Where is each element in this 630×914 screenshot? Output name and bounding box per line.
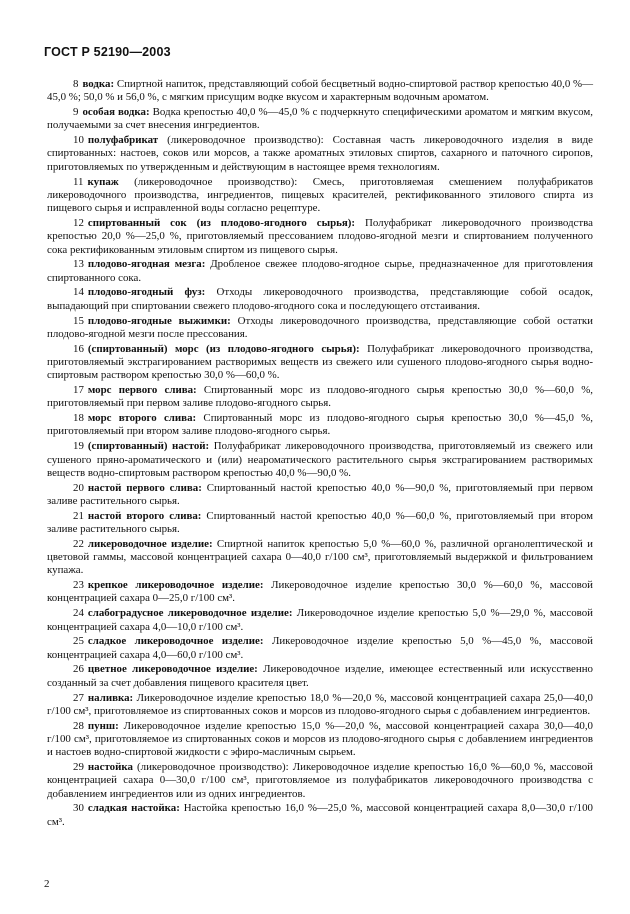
term-entry	[47, 663, 593, 690]
term-name: морс первого слива:	[87, 384, 197, 397]
term-name: (спиртованный) морс (из плодово-ягодного сырья):	[87, 342, 360, 355]
term-number: 20	[73, 481, 84, 494]
term-entry	[47, 286, 593, 313]
term-entry	[47, 134, 593, 174]
term-entry	[47, 106, 593, 133]
term-definition: Спиртованный настой крепостью 40,0 %—60,0 %, приготовляемый при втором заливе растительного сырья.	[47, 509, 594, 535]
term-number: 10	[73, 134, 84, 147]
term-name: настой первого слива:	[87, 481, 202, 494]
term-number: 16	[73, 342, 84, 355]
term-name: пунш:	[87, 719, 119, 732]
term-entry	[47, 720, 593, 760]
term-name: крепкое ликероводочное изделие:	[87, 579, 264, 592]
term-name: сладкое ликероводочное изделие:	[87, 635, 264, 648]
term-definition: (ликероводочное производство): Составная часть ликероводочного изделия в виде спиртованных: настоев, соков или морсов, а также ароматных этиловых спиртов, сахарного и паточного сиропов, приготовляемых по утвержденным и действующим в настоящее время технологиям.	[47, 134, 593, 173]
term-entry	[47, 258, 593, 285]
term-entry	[47, 482, 593, 509]
term-entry	[47, 315, 593, 342]
term-definition: Ликероводочное изделие крепостью 30,0 %—60,0 %, массовой концентрацией сахара 0—25,0 г/100 см³.	[47, 579, 593, 605]
term-name: настойка	[87, 761, 133, 774]
term-name: плодово-ягодные выжимки:	[87, 314, 231, 327]
term-definition: Спиртованный морс из плодово-ягодного сырья крепостью 30,0 %—45,0 %, приготовляемый при втором заливе плодово-ягодного сырья.	[47, 412, 593, 438]
term-number: 22	[73, 537, 84, 550]
term-number: 15	[73, 314, 84, 327]
standard-header: ГОСТ Р 52190—2003	[44, 45, 171, 59]
term-number: 19	[73, 440, 84, 453]
term-definition: Спиртной напиток крепостью 5,0 %—60,0 %, различной органолептической и цветовой гаммы, массовой концентрацией сахара 0—40,0 г/100 см³, приготовляемый выдержкой и фильтрованием купажа.	[47, 537, 593, 577]
page-number: 2	[44, 878, 50, 890]
term-definition: Водка крепостью 40,0 %—45,0 % с подчеркнуто специфическими ароматом и мягким вкусом, получаемыми за счет внесения ингредиентов.	[47, 106, 594, 132]
term-name: наливка:	[87, 691, 134, 704]
term-definition: Дробленое свежее плодово-ягодное сырье, предназначенное для приготовления спиртованного сока.	[47, 258, 594, 284]
term-number: 29	[73, 761, 84, 774]
term-name: плодово-ягодная мезга:	[87, 258, 206, 271]
term-definition: Отходы ликероводочного производства, представляющие собой осадок, выпадающий при спиртовании свежего плодово-ягодного сока и последующего отстаивания.	[47, 286, 593, 312]
term-definition: Спиртной напиток, представляющий собой бесцветный водно-спиртовой раствор крепостью 40,0 %—45,0 %; 50,0 % и 56,0 %, с мягким присущим водке вкусом и характерным водочным ароматом.	[47, 78, 593, 104]
term-name: купаж	[87, 175, 119, 188]
term-definition: Спиртованный морс из плодово-ягодного сырья крепостью 30,0 %—60,0 %, приготовляемый при первом заливе плодово-ягодного сырья.	[47, 384, 594, 410]
term-name: спиртованный сок (из плодово-ягодного сырья):	[87, 216, 356, 229]
term-definition: Ликероводочное изделие крепостью 18,0 %—20,0 %, массовой концентрацией сахара 25,0—40,0 г/100 см³, приготовляемое из спиртованных соков и морсов из плодово-ягодного сырья с добавлением ингредиентов.	[47, 691, 593, 717]
term-number: 27	[73, 691, 84, 704]
term-entry	[47, 343, 593, 383]
term-number: 26	[73, 663, 84, 676]
term-number: 25	[73, 635, 84, 648]
term-number: 21	[73, 509, 84, 522]
term-definition: Отходы ликероводочного производства, представляющие собой остатки плодово-ягодной мезги после прессования.	[47, 314, 593, 340]
term-number: 17	[73, 384, 84, 397]
term-definition: Ликероводочное изделие, имеющее естественный или искусственно созданный за счет добавления пищевого красителя цвет.	[47, 663, 593, 689]
term-definition: Полуфабрикат ликероводочного производства крепостью 20,0 %—25,0 %, приготовляемый прессованием плодово-ягодной мезги и спиртованием полученного сока ректификованным этиловым спиртом из пищевого сырья.	[47, 216, 593, 256]
term-entry	[47, 176, 593, 216]
term-definition: Спиртованный настой крепостью 40,0 %—90,0 %, приготовляемый при первом заливе растительного сырья.	[47, 481, 594, 507]
term-number: 13	[73, 258, 84, 271]
term-entry	[47, 635, 593, 662]
term-name: водка:	[82, 78, 115, 90]
term-entry	[47, 510, 593, 537]
term-entry	[47, 579, 593, 606]
term-entry	[47, 692, 593, 719]
term-entry	[47, 802, 593, 829]
term-name: слабоградусное ликероводочное изделие:	[87, 607, 293, 620]
term-definition: Ликероводочное изделие крепостью 5,0 %—29,0 %, массовой концентрацией сахара 4,0—10,0 г/100 см³.	[47, 607, 593, 633]
term-name: плодово-ягодный фуз:	[87, 286, 206, 299]
term-number: 30	[73, 802, 84, 815]
term-definition: Настойка крепостью 16,0 %—25,0 %, массовой концентрацией сахара 8,0—30,0 г/100 см³.	[47, 802, 593, 828]
term-name: ликероводочное изделие:	[87, 537, 213, 550]
term-name: сладкая настойка:	[87, 802, 180, 815]
term-number: 11	[73, 175, 84, 188]
term-name: цветное ликероводочное изделие:	[87, 663, 258, 676]
term-number: 14	[73, 286, 84, 299]
term-name: морс второго слива:	[87, 412, 197, 425]
terms-list	[47, 78, 593, 831]
term-entry	[47, 412, 593, 439]
term-definition: Ликероводочное изделие крепостью 15,0 %—20,0 %, массовой концентрацией сахара 30,0—40,0 г/100 см³, приготовляемое из спиртованных соков и морсов из плодово-ягодного сырья с добавлением ингредиентов и настоев водно-спиртовой жидкости с эфиро-масличным сырьем.	[47, 719, 593, 759]
term-name: особая водка:	[82, 106, 150, 119]
term-definition: Полуфабрикат ликероводочного производства, приготовляемый из свежего или сушеного пряно-ароматического и (или) неароматического растительного сырья экстрагированием растворимых веществ водно-спиртовым раствором крепостью 40,0 %—90,0 %.	[47, 440, 593, 479]
term-definition: Ликероводочное изделие крепостью 5,0 %—45,0 %, массовой концентрацией сахара 4,0—60,0 г/100 см³.	[47, 635, 594, 661]
term-number: 28	[73, 719, 84, 732]
term-definition: (ликероводочное производство): Ликероводочное изделие крепостью 16,0 %—60,0 %, массовой концентрацией сахара 0—30,0 г/100 см³, приготовляемое из полуфабрикатов ликероводочного производства с добавлением ингредиентов или из одних ингредиентов.	[47, 761, 593, 800]
term-name: полуфабрикат	[87, 134, 159, 147]
term-entry	[47, 384, 593, 411]
term-number: 8	[73, 78, 79, 90]
term-entry	[47, 761, 593, 801]
term-entry	[47, 78, 593, 105]
term-name: (спиртованный) настой:	[87, 440, 210, 453]
term-entry	[47, 538, 593, 578]
term-definition: (ликероводочное производство): Смесь, приготовляемая смешением полуфабрикатов ликероводочного производства, ингредиентов, пищевых красителей, ректификованного этилового спирта из пищевого сырья и исправленной воды согласно рецептуре.	[47, 175, 593, 215]
term-definition: Полуфабрикат ликероводочного производства, приготовляемый экстрагированием растворимых веществ из свежего или сушеного плодово-ягодного сырья водно-спиртовым раствором крепостью 30,0 %—60,0 %.	[47, 342, 593, 382]
term-name: настой второго слива:	[87, 509, 202, 522]
term-number: 9	[73, 106, 79, 119]
term-number: 24	[73, 607, 84, 620]
term-number: 12	[73, 216, 84, 229]
term-entry	[47, 217, 593, 257]
term-number: 18	[73, 412, 84, 425]
term-entry	[47, 607, 593, 634]
term-entry	[47, 440, 593, 480]
term-number: 23	[73, 579, 84, 592]
